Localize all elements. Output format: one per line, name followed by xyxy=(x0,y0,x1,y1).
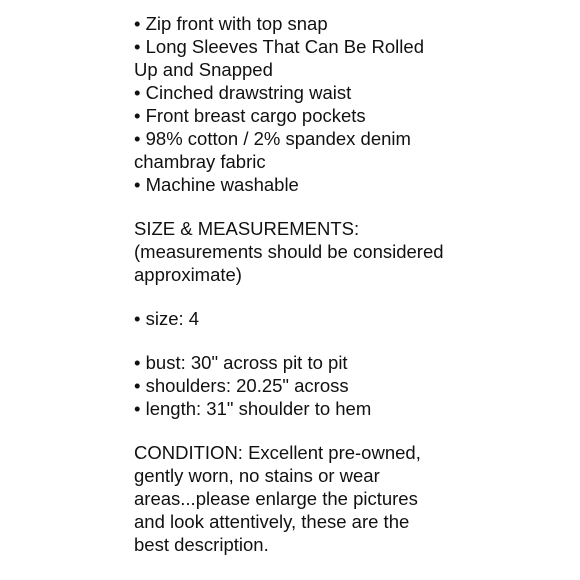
spacer xyxy=(134,330,574,351)
size-note: (measurements should be considered xyxy=(134,241,444,262)
measurement-line: • shoulders: 20.25" across xyxy=(134,375,349,396)
spacer xyxy=(134,196,574,217)
condition-line: gently worn, no stains or wear xyxy=(134,465,380,486)
feature-line: chambray fabric xyxy=(134,151,266,172)
feature-line: • 98% cotton / 2% spandex denim xyxy=(134,128,411,149)
condition-line: CONDITION: Excellent pre-owned, xyxy=(134,442,421,463)
feature-line: Up and Snapped xyxy=(134,59,273,80)
size-note: approximate) xyxy=(134,264,242,285)
measurement-line: • bust: 30" across pit to pit xyxy=(134,352,348,373)
condition-line: and look attentively, these are the xyxy=(134,511,410,532)
feature-line: • Cinched drawstring waist xyxy=(134,82,352,103)
feature-line: • Front breast cargo pockets xyxy=(134,105,366,126)
feature-line: • Long Sleeves That Can Be Rolled xyxy=(134,36,424,57)
condition-line: best description. xyxy=(134,534,269,555)
condition-line: areas...please enlarge the pictures xyxy=(134,488,418,509)
size-heading: SIZE & MEASUREMENTS: xyxy=(134,218,360,239)
size-value: • size: 4 xyxy=(134,308,200,329)
feature-line: • Zip front with top snap xyxy=(134,13,328,34)
measurement-line: • length: 31" shoulder to hem xyxy=(134,398,372,419)
listing-description xyxy=(134,12,574,556)
spacer xyxy=(134,420,574,441)
feature-line: • Machine washable xyxy=(134,174,299,195)
spacer xyxy=(134,286,574,307)
